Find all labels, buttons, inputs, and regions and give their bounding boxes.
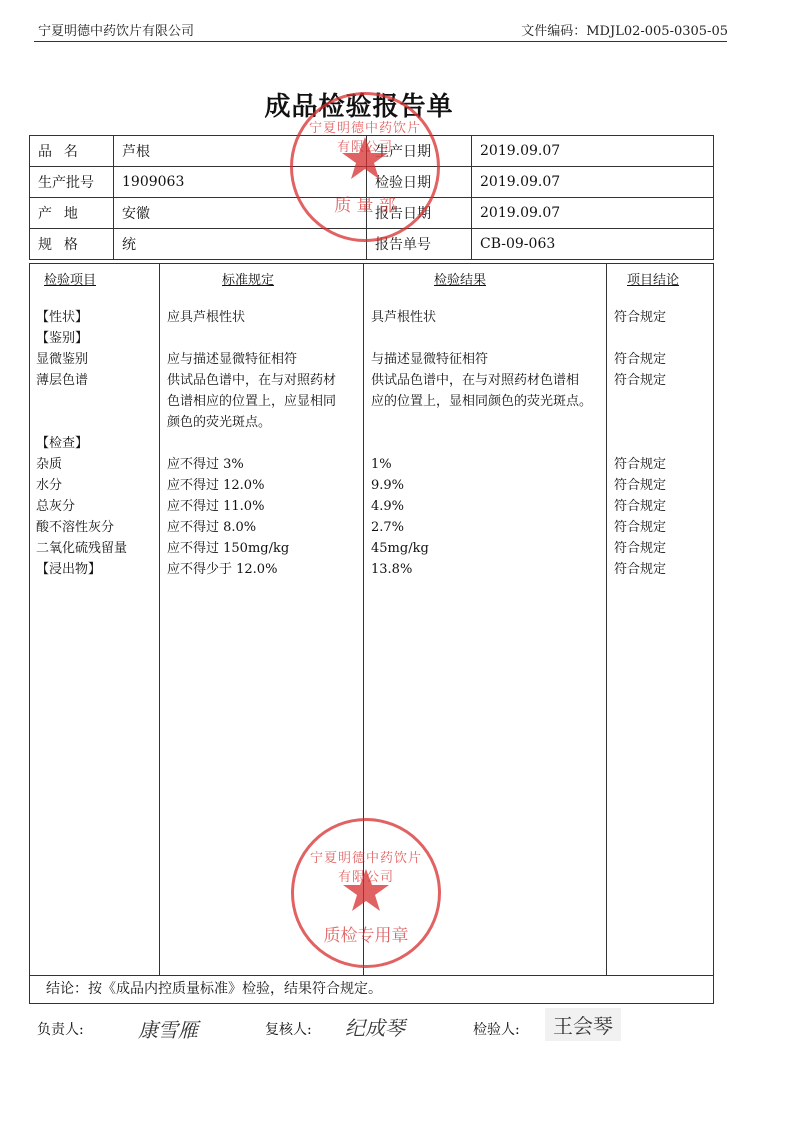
conclusion-cell: 符合规定	[614, 310, 667, 325]
report-date-label: 报告日期	[367, 198, 472, 229]
item-cell: 薄层色谱	[36, 373, 89, 388]
responsible-label: 负责人:	[37, 1022, 84, 1038]
section-heading: 【检查】	[36, 436, 89, 451]
column-divider	[159, 264, 160, 975]
conclusion-cell: 符合规定	[614, 562, 667, 577]
name-label: 品 名	[30, 136, 114, 167]
item-cell: 酸不溶性灰分	[36, 520, 115, 535]
prod-date-value: 2019.09.07	[472, 136, 714, 167]
qc-seal	[291, 818, 441, 968]
conclusion-cell: 符合规定	[614, 520, 667, 535]
conclusion-text: 结论：按《成品内控质量标准》检验，结果符合规定。	[29, 976, 714, 1004]
conclusion-cell: 符合规定	[614, 478, 667, 493]
spec-value: 统	[114, 229, 367, 260]
result-cell: 供试品色谱中，在与对照药材色谱相	[371, 373, 580, 388]
name-value: 芦根	[114, 136, 367, 167]
result-cell: 45mg/kg	[371, 541, 429, 556]
reviewer-signature: 纪成琴	[345, 1016, 405, 1040]
header-divider	[34, 41, 727, 42]
seal-dept-text: 质 量 部	[334, 196, 396, 216]
standard-cell: 颜色的荧光斑点。	[167, 415, 272, 430]
origin-value: 安徽	[114, 198, 367, 229]
standard-cell: 色谱相应的位置上，应显相同	[167, 394, 337, 409]
result-cell: 应的位置上，显相同颜色的荧光斑点。	[371, 394, 593, 409]
result-cell: 与描述显微特征相符	[371, 352, 489, 367]
result-cell: 13.8%	[371, 562, 413, 577]
report-no-value: CB-09-063	[472, 229, 714, 260]
standard-cell: 应不得过 11.0%	[167, 499, 265, 514]
item-cell: 杂质	[36, 457, 63, 472]
item-cell: 二氧化硫残留量	[36, 541, 128, 556]
report-date-value: 2019.09.07	[472, 198, 714, 229]
standard-cell: 应不得过 12.0%	[167, 478, 265, 493]
batch-label: 生产批号	[30, 167, 114, 198]
quality-dept-seal	[290, 92, 440, 242]
origin-label: 产 地	[30, 198, 114, 229]
standard-cell: 应具芦根性状	[167, 310, 246, 325]
standard-cell: 应不得少于 12.0%	[167, 562, 278, 577]
column-header-standard: 标准规定	[222, 273, 275, 288]
section-heading: 【浸出物】	[36, 562, 102, 577]
report-no-label: 报告单号	[367, 229, 472, 260]
standard-cell: 应不得过 8.0%	[167, 520, 257, 535]
column-header-result: 检验结果	[434, 273, 487, 288]
result-cell: 4.9%	[371, 499, 405, 514]
column-header-conclusion: 项目结论	[627, 273, 680, 288]
spec-label: 规 格	[30, 229, 114, 260]
conclusion-cell: 符合规定	[614, 373, 667, 388]
seal-company-text: 宁夏明德中药饮片有限公司	[309, 851, 422, 885]
section-heading: 【性状】	[36, 310, 89, 325]
seal-dept-text: 质检专用章	[323, 926, 409, 946]
result-cell: 具芦根性状	[371, 310, 437, 325]
conclusion-cell: 符合规定	[614, 457, 667, 472]
prod-date-label: 生产日期	[367, 136, 472, 167]
column-header-item: 检验项目	[44, 273, 97, 288]
batch-value: 1909063	[114, 167, 367, 198]
conclusion-cell: 符合规定	[614, 541, 667, 556]
page-title: 成品检验报告单	[264, 92, 454, 122]
responsible-signature: 康雪雁	[138, 1018, 198, 1042]
item-cell: 总灰分	[36, 499, 76, 514]
seal-company-text: 宁夏明德中药饮片有限公司	[308, 121, 421, 155]
standard-cell: 应不得过 150mg/kg	[167, 541, 290, 556]
item-cell: 水分	[36, 478, 63, 493]
inspector-signature: 王会琴	[545, 1008, 621, 1041]
reviewer-label: 复核人:	[265, 1022, 312, 1038]
conclusion-cell: 符合规定	[614, 499, 667, 514]
document-number: 文件编码：MDJL02-005-0305-05	[521, 24, 728, 39]
company-header: 宁夏明德中药饮片有限公司	[38, 24, 195, 39]
standard-cell: 供试品色谱中，在与对照药材	[167, 373, 337, 388]
result-cell: 1%	[371, 457, 392, 472]
test-date-label: 检验日期	[367, 167, 472, 198]
item-cell: 显微鉴别	[36, 352, 89, 367]
conclusion-cell: 符合规定	[614, 352, 667, 367]
result-cell: 9.9%	[371, 478, 405, 493]
result-cell: 2.7%	[371, 520, 405, 535]
column-divider	[606, 264, 607, 975]
standard-cell: 应与描述显微特征相符	[167, 352, 298, 367]
section-heading: 【鉴别】	[36, 331, 89, 346]
inspector-label: 检验人:	[473, 1022, 520, 1038]
standard-cell: 应不得过 3%	[167, 457, 244, 472]
test-date-value: 2019.09.07	[472, 167, 714, 198]
